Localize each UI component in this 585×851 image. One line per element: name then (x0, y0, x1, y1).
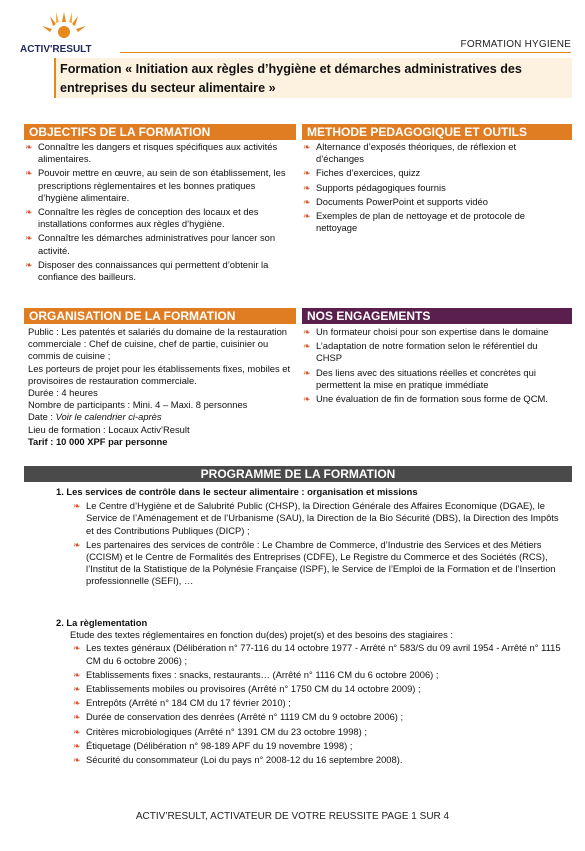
list-item-text: Un formateur choisi pour son expertise dans le domaine (316, 326, 549, 337)
list-item (302, 326, 564, 338)
bullet-icon: ❧ (303, 168, 311, 179)
list-item (24, 167, 296, 204)
list-item-text: Fiches d’exercices, quizz (316, 167, 421, 179)
programme-section-heading: 1. Les services de contrôle dans le secteur alimentaire : organisation et missions (56, 486, 418, 497)
organisation-porteurs: Les porteurs de projet pour les établissements fixes, mobiles et provisoires de restauration commerciale. (28, 362, 291, 386)
organisation-participants: Nombre de participants : Mini. 4 – Maxi. 8 personnes (28, 399, 248, 411)
bullet-icon: ❧ (303, 394, 311, 405)
list-item (302, 167, 564, 179)
bullet-icon: ❧ (73, 539, 81, 550)
list-item (302, 367, 564, 391)
list-item (302, 196, 564, 208)
list-item (72, 754, 566, 766)
date-label: Date : (28, 411, 54, 423)
list-item-text: Les partenaires des services de contrôle : Le Chambre de Commerce, d’Industrie des Services et des Métiers (CCISM) et le Centre de Formalités des Entreprises (CDFE), Le Registre du Commerce et des Sociétés (RCS), l’Institut de la Statistique de la Polynésie Française (ISPF), le Service de l’Emploi de la Formation et de l’Insertion professionnelle (SEFI), … (86, 538, 556, 587)
list-item-text: Documents PowerPoint et supports vidéo (316, 195, 488, 207)
organisation-header: ORGANISATION DE LA FORMATION (24, 308, 296, 324)
list-item (72, 726, 566, 738)
list-item-text: Étiquetage (Délibération n° 98-189 APF du 19 novembre 1998) ; (86, 739, 353, 751)
list-item (72, 642, 566, 666)
bullet-icon: ❧ (25, 207, 33, 218)
list-item (72, 740, 566, 752)
list-item-text: Les textes généraux (Délibération n° 77-116 du 14 octobre 1977 - Arrêté n° 583/S du 09 avril 1954 - Arrêté n° 1115 CM du 6 octobre 2006) ; (86, 642, 561, 666)
bullet-icon: ❧ (73, 698, 81, 709)
list-item (302, 340, 564, 364)
list-item (72, 683, 566, 695)
programme-section-1 (56, 486, 566, 590)
list-item-text: Pouvoir mettre en œuvre, au sein de son établissement, les prescriptions règlementaires et les bonnes pratiques d’hygiène alimentaire. (38, 167, 286, 203)
list-item-text: Critères microbiologiques (Arrêté n° 1391 CM du 23 octobre 1998) ; (86, 725, 367, 737)
organisation-duree: Durée : 4 heures (28, 387, 98, 399)
bullet-icon: ❧ (303, 341, 311, 352)
list-item (72, 669, 566, 681)
date-value: Voir le calendrier ci-après (55, 411, 162, 423)
list-item-text: Des liens avec des situations réelles et concrètes qui permettent la mise en pratique immédiate (316, 366, 536, 390)
list-item-text: Etablissements mobiles ou provisoires (Arrêté n° 1750 CM du 14 octobre 2009) ; (86, 683, 421, 695)
list-item-text: Disposer des connaissances qui permettent d’obtenir la confiance des bailleurs. (38, 258, 269, 283)
list-item-text: Entrepôts (Arrêté n° 184 CM du 17 février 2010) ; (86, 697, 291, 709)
list-item-text: Connaître les règles de conception des locaux et des installations conformes aux règles d’hygiène. (38, 206, 259, 230)
bullet-icon: ❧ (73, 712, 81, 723)
bullet-icon: ❧ (25, 259, 33, 270)
bullet-icon: ❧ (73, 755, 81, 766)
list-item-text: Le Centre d’Hygiène et de Salubrité Public (CHSP), la Direction Générale des Affaires Economique (DGAE), le Service de l’Aménagement et de l’Urbanisme (SAU), la Direction de la Bio Sécurité (DBS), la Direction des Impôts et des Contributions Publiques (DICP) ; (86, 500, 559, 536)
brand-name: ACTIV'RESULT (20, 44, 92, 55)
list-item-text: Etablissements fixes : snacks, restaurants… (Arrêté n° 1116 CM du 6 octobre 2006) ; (86, 668, 439, 680)
list-item-text: Connaître les dangers et risques spécifiques aux activités alimentaires. (38, 141, 278, 165)
bullet-icon: ❧ (303, 211, 311, 222)
logo (20, 8, 110, 63)
list-item-text: Exemples de plan de nettoyage et de protocole de nettoyage (316, 210, 526, 234)
objectifs-list (24, 141, 296, 285)
bullet-icon: ❧ (73, 684, 81, 695)
bullet-icon: ❧ (303, 142, 311, 152)
header-tag: FORMATION HYGIENE (460, 39, 571, 50)
programme-header: PROGRAMME DE LA FORMATION (24, 466, 572, 482)
bullet-icon: ❧ (25, 168, 33, 179)
page-footer: ACTIV’RESULT, ACTIVATEUR DE VOTRE REUSSITE PAGE 1 SUR 4 (135, 811, 450, 822)
bullet-icon: ❧ (303, 182, 311, 193)
list-item-text: Supports pédagogiques fournis (316, 181, 446, 193)
list-item-text: Une évaluation de fin de formation sous forme de QCM. (316, 393, 548, 405)
organisation-details (28, 326, 296, 448)
bullet-icon: ❧ (25, 142, 33, 152)
list-item-text: Durée de conservation des denrées (Arrêté n° 1119 CM du 9 octobre 2006) ; (86, 711, 404, 723)
organisation-date (28, 411, 296, 423)
engagements-list (302, 326, 564, 407)
programme-section-intro: Etude des textes réglementaires en fonction du(des) projet(s) et des besoins des stagiaires : (70, 629, 454, 641)
bullet-icon: ❧ (303, 327, 311, 337)
list-item-text: Sécurité du consommateur (Loi du pays n° 2008-12 du 16 septembre 2008). (86, 754, 403, 766)
list-item (24, 232, 296, 256)
organisation-tarif: Tarif : 10 000 XPF par personne (28, 435, 168, 447)
bullet-icon: ❧ (303, 367, 311, 378)
list-item (302, 210, 564, 234)
list-item-text: Alternance d’exposés théoriques, de réflexion et d’échanges (316, 141, 517, 165)
list-item-text: L’adaptation de notre formation selon le référentiel du CHSP (316, 340, 538, 364)
list-item (72, 539, 566, 588)
list-item (302, 393, 564, 405)
methode-header: METHODE PEDAGOGIQUE ET OUTILS (302, 124, 572, 140)
header-divider (120, 52, 571, 53)
bullet-icon: ❧ (25, 233, 33, 244)
sun-logo-icon (34, 8, 94, 46)
organisation-lieu: Lieu de formation : Locaux Activ’Result (28, 423, 190, 435)
bullet-icon: ❧ (73, 501, 81, 512)
public-label: Public : (28, 326, 59, 337)
bullet-icon: ❧ (73, 643, 81, 654)
list-item (24, 259, 296, 283)
list-item (72, 711, 566, 723)
bullet-icon: ❧ (73, 726, 81, 737)
list-item (72, 697, 566, 709)
list-item (302, 182, 564, 194)
list-item (72, 500, 566, 537)
list-item (24, 206, 296, 230)
objectifs-header: OBJECTIFS DE LA FORMATION (24, 124, 296, 140)
programme-section-heading: 2. La règlementation (56, 617, 148, 628)
programme-section-2 (56, 617, 566, 768)
list-item (24, 141, 296, 165)
bullet-icon: ❧ (303, 196, 311, 207)
list-item (302, 141, 564, 165)
public-text: Les patentés et salariés du domaine de la restauration commerciale : Chef de cuisine, chef de partie, cuisinier ou commis de cuisine ; (28, 326, 288, 362)
page-title: Formation « Initiation aux règles d’hygiène et démarches administratives des entreprises du secteur alimentaire » (54, 58, 572, 98)
organisation-public (28, 326, 296, 363)
list-item-text: Connaître les démarches administratives pour lancer son activité. (38, 232, 276, 256)
bullet-icon: ❧ (73, 669, 81, 680)
engagements-header: NOS ENGAGEMENTS (302, 308, 572, 324)
bullet-icon: ❧ (73, 740, 81, 751)
methode-list (302, 141, 564, 236)
